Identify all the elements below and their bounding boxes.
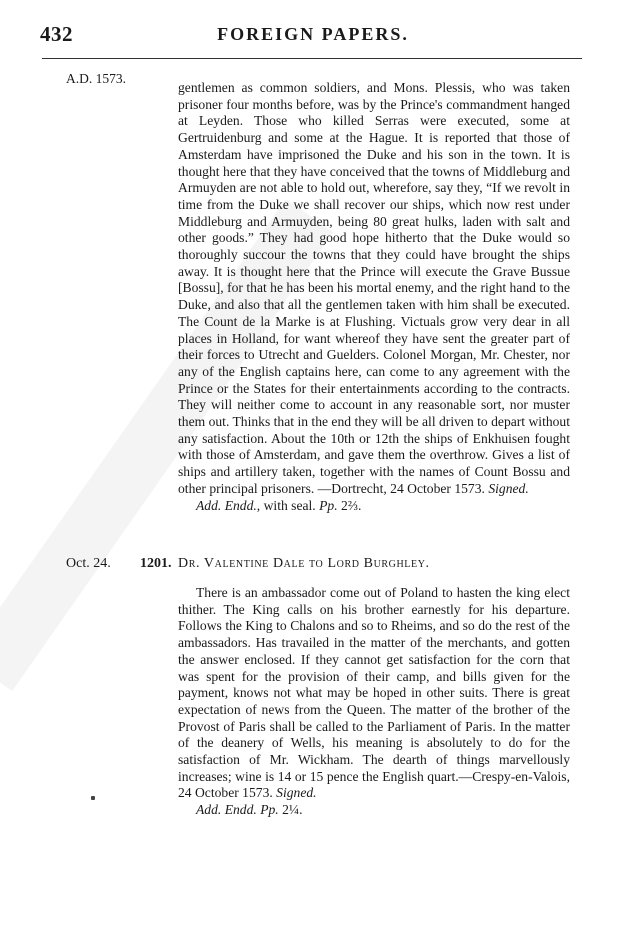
entry-2-pp-value: 2¼. — [282, 802, 303, 818]
entry-2-date: Oct. 24. — [66, 556, 111, 571]
entry-2-signed: Signed. — [276, 785, 317, 801]
page-number: 432 — [40, 22, 73, 46]
header-rule — [42, 58, 582, 59]
entry-2-endd: Endd. — [224, 802, 257, 818]
entry-1-endorsement — [178, 498, 570, 515]
entry-2-text — [178, 585, 570, 802]
running-title: FOREIGN PAPERS. — [217, 24, 409, 44]
entry-2-body — [178, 585, 570, 819]
entry-1-add: Add. — [196, 497, 222, 513]
entry-1-endd: Endd. — [224, 497, 257, 513]
margin-mark — [91, 796, 95, 800]
entry-2-title: Dr. Valentine Dale to Lord Burghley. — [178, 556, 430, 571]
entry-2-number: 1201. — [140, 556, 172, 571]
entry-2-add: Add. — [196, 802, 222, 818]
entry-1-body — [178, 80, 570, 514]
entry-2-paragraph: There is an ambassador come out of Poland to hasten the king elect thither. The King calls on his brother earnestly for his departure. Follows the King to Chalons and so to Rheims, and so do the rest of the ambassadors. Has travailed in the matter of the merchants, and gotten the answer enclosed. If they cannot get satisfaction for the corn that was spent for the provision of their camp, and bills given for the payment, knows not what may be hoped in other suits. There is great expectation of news from the Queen. The matter of the brother of the Provost of Paris shall be called to the Parliament of Paris. In the matter of the deanery of Wells, his meaning is absolutely to do for the satisfaction of Mr. Wickham. The dearth of things marvellously increases; wine is 14 or 15 pence the English quart.—Crespy-en-Valois, 24 October 1573. — [178, 585, 570, 801]
entry-1-paragraph: gentlemen as common soldiers, and Mons. Plessis, who was taken prisoner four months before, was by the Prince's commandment hanged at Leyden. Those who killed Serras were executed, some at Gertruidenburg and some at the Hague. It is reported that those of Amsterdam have imprisoned the Duke and his son in the town. It is thought here that they have conceived that the towns of Middleburg and Armuyden are not able to hold out, wherefore, say they, “If we revolt in time from the Duke we shall recover our ships, which now rest under Middleburg and Armuyden, being 80 great hulks, laden with salt and other goods.” They had good hope hitherto that the Duke would so thoroughly succour the towns that they could have brought the ships away. It is thought here that the Prince will execute the Grave Bussue [Bossu], for that he has been his mortal enemy, and the right hand to the Duke, and also that all the gentlemen taken with him shall be executed. The Count de la Marke is at Flushing. Victuals grow very dear in all places in Holland, for want whereof they have sent the greater part of their forces to Utrecht and Guelders. Colonel Morgan, Mr. Chester, nor any of the English captains here, can come to any agreement with the Prince or the States for their entertainments according to the contracts. They will neither come to account in any reasonable sort, nor muster them out. Thinks that in the end they will be all driven to depart without any satisfaction. About the 10th or 12th the ships of Enkhuisen fought with those of Amsterdam, and gave them the overthrow. Gives a list of ships and artillery taken, together with the names of Count Bossu and other principal prisoners. —Dortrecht, 24 October 1573. — [178, 80, 571, 496]
entry-2-heading — [0, 556, 626, 576]
entry-2-endorsement — [178, 802, 570, 819]
page-header — [40, 22, 586, 52]
entry-1-text — [178, 80, 570, 498]
margin-year: A.D. 1573. — [66, 71, 126, 86]
entry-1-seal: , with seal. — [256, 497, 316, 513]
entry-1-pp: Pp. — [319, 497, 338, 513]
entry-1-pp-value: 2⅔. — [341, 497, 362, 513]
entry-2-pp: Pp. — [260, 802, 279, 818]
entry-1-signed: Signed. — [488, 480, 529, 496]
